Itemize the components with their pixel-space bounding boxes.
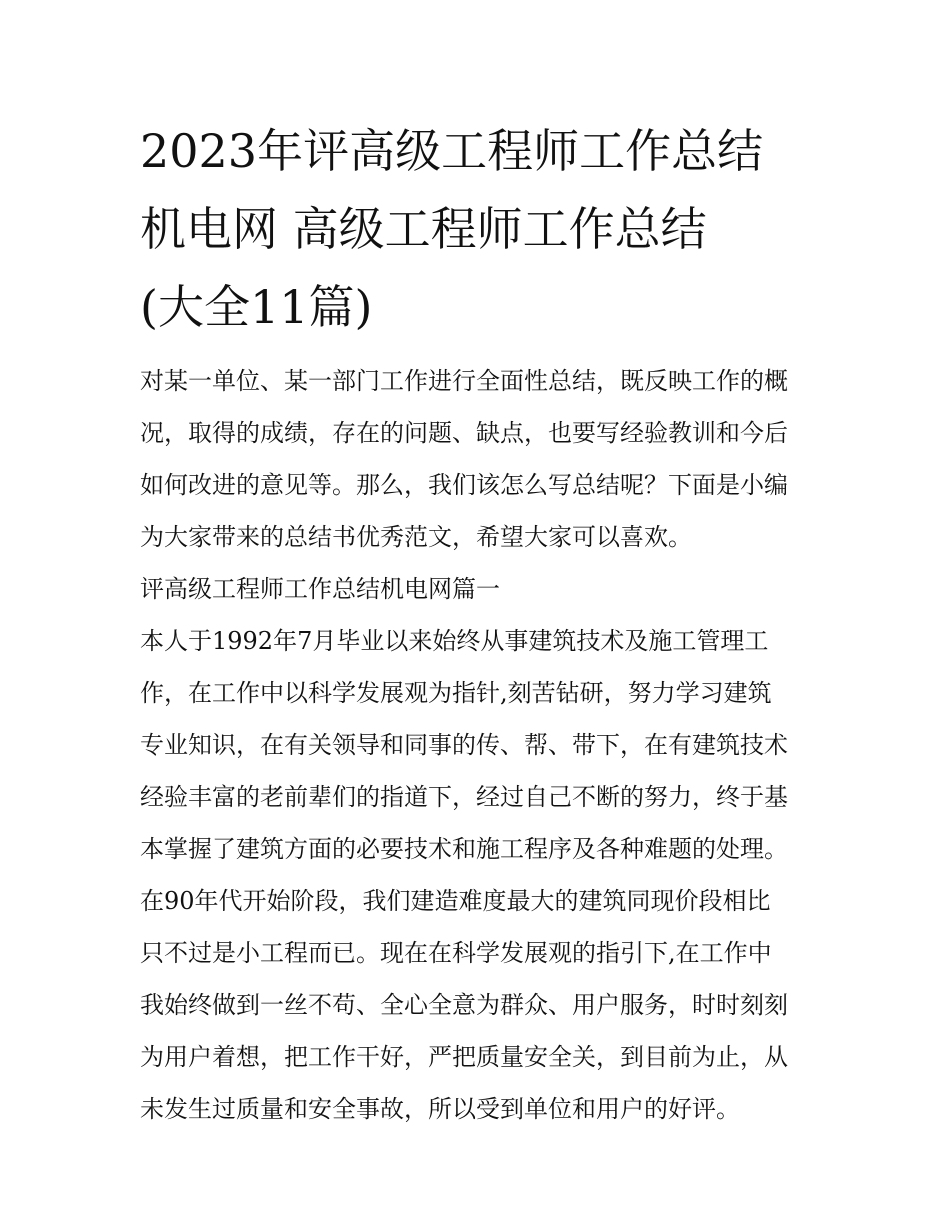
text-line: 为用户着想，把工作干好，严把质量安全关，到目前为止，从	[140, 1043, 788, 1071]
title-line: 2023年评高级工程师工作总结	[140, 124, 764, 178]
text-line: 作，在工作中以科学发展观为指针,刻苦钻研，努力学习建筑	[140, 679, 772, 707]
title-line: (大全11篇)	[140, 280, 373, 334]
text-line: 只不过是小工程而已。现在在科学发展观的指引下,在工作中	[140, 939, 772, 967]
title-line: 机电网 高级工程师工作总结	[140, 202, 707, 256]
text-line: 未发生过质量和安全事故，所以受到单位和用户的好评。	[140, 1095, 740, 1123]
text-line: 如何改进的意见等。那么，我们该怎么写总结呢？下面是小编	[140, 471, 788, 499]
text-line: 本人于1992年7月毕业以来始终从事建筑技术及施工管理工	[140, 627, 769, 655]
body-paragraph	[140, 615, 820, 1135]
text-line: 在90年代开始阶段，我们建造难度最大的建筑同现价段相比	[140, 887, 771, 915]
text-line: 为大家带来的总结书优秀范文，希望大家可以喜欢。	[140, 523, 692, 551]
text-line: 经验丰富的老前辈们的指道下，经过自己不断的努力，终于基	[140, 783, 788, 811]
text-line: 况，取得的成绩，存在的问题、缺点，也要写经验教训和今后	[140, 419, 788, 447]
text-line: 专业知识，在有关领导和同事的传、帮、带下，在有建筑技术	[140, 731, 788, 759]
text-line: 对某一单位、某一部门工作进行全面性总结，既反映工作的概	[140, 367, 788, 395]
text-line: 本掌握了建筑方面的必要技术和施工程序及各种难题的处理。	[140, 835, 788, 863]
section-heading	[140, 563, 820, 615]
section-heading-text: 评高级工程师工作总结机电网篇一	[140, 575, 500, 603]
text-line: 我始终做到一丝不苟、全心全意为群众、用户服务，时时刻刻	[140, 991, 788, 1019]
intro-paragraph	[140, 355, 820, 563]
document-title	[140, 112, 820, 346]
